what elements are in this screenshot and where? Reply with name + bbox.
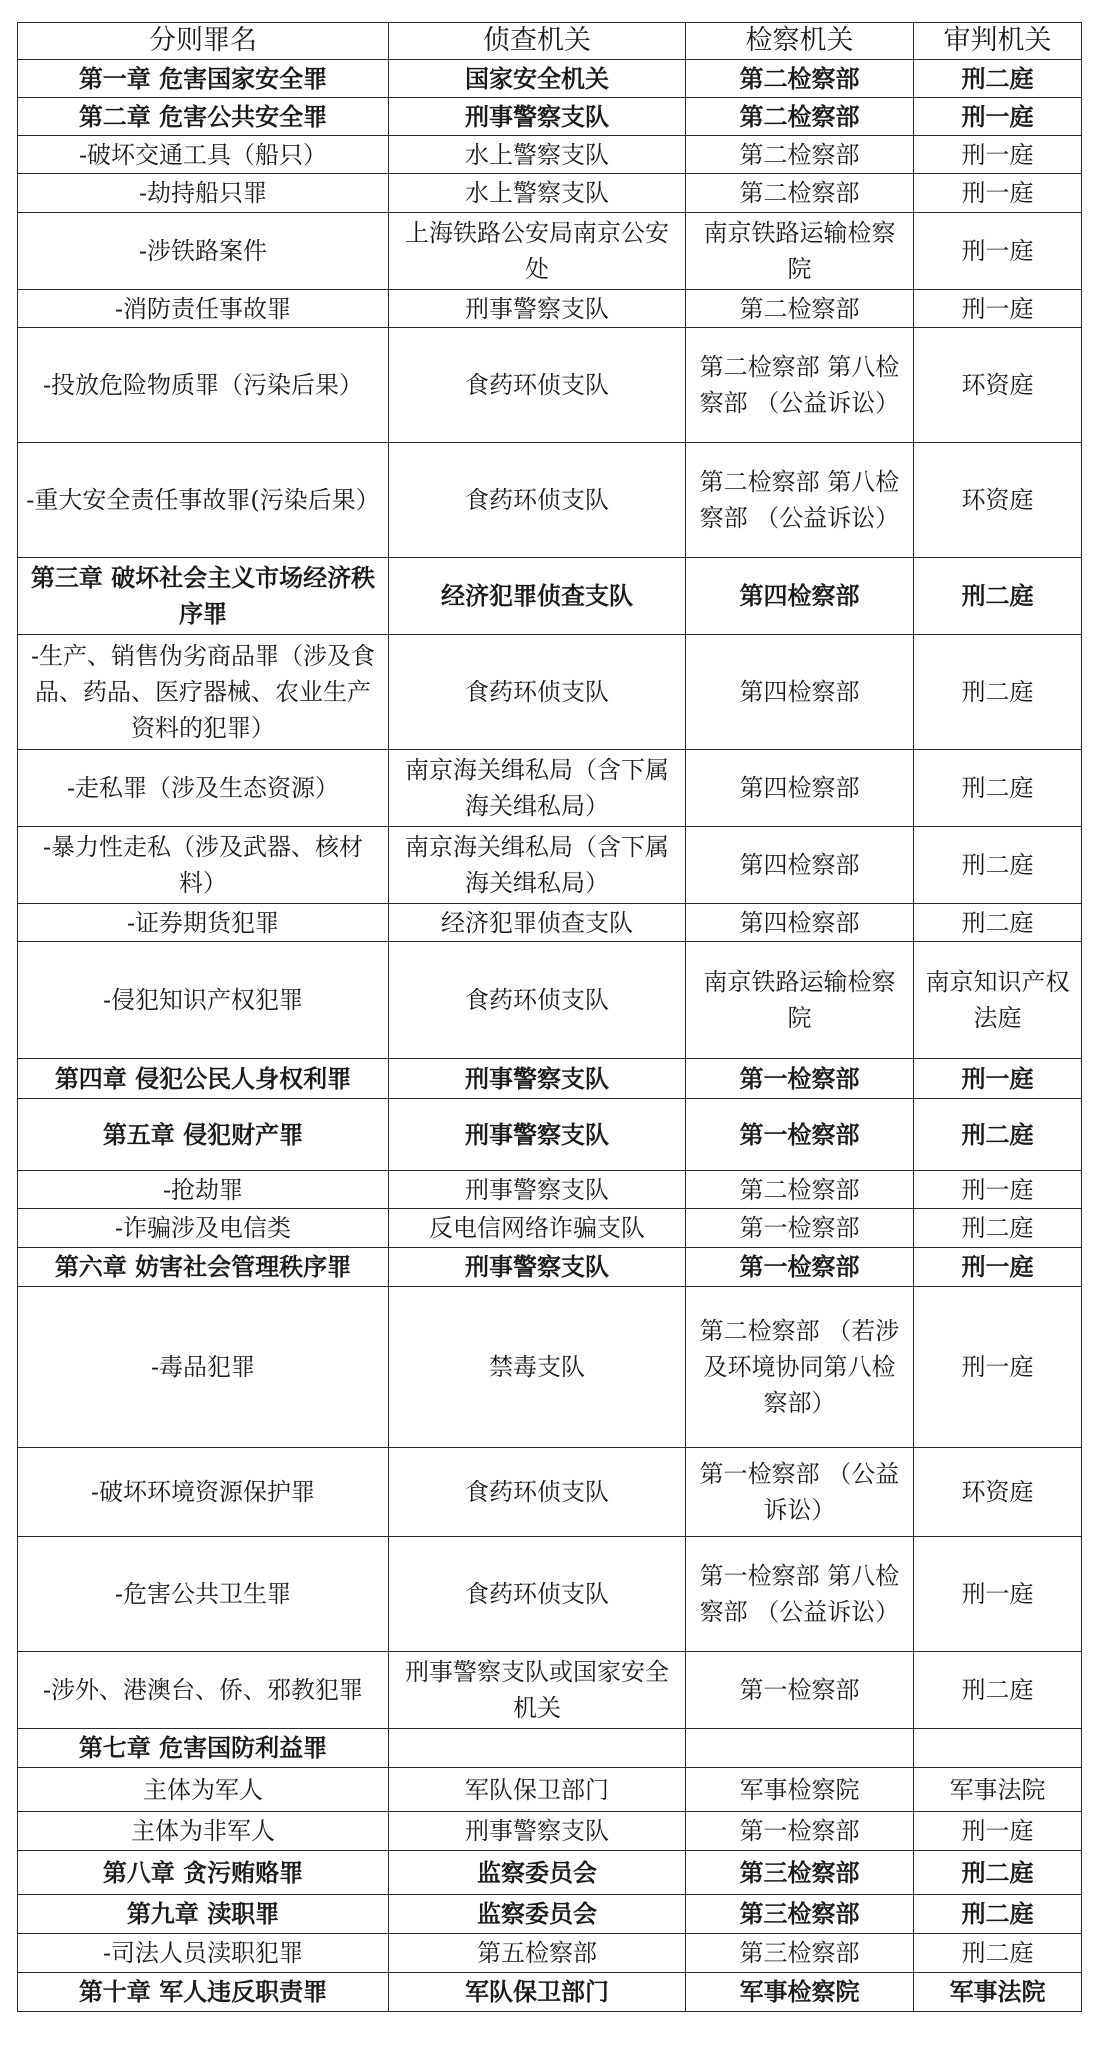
table-row <box>18 1287 1082 1448</box>
cell-court: 刑二庭 <box>914 904 1082 942</box>
cell-crime-name: -投放危险物质罪（污染后果） <box>18 328 389 443</box>
table-row <box>18 1209 1082 1248</box>
header-procuratorate: 检察机关 <box>686 23 914 60</box>
cell-crime-name: -侵犯知识产权犯罪 <box>18 942 389 1059</box>
table-row <box>18 1171 1082 1209</box>
table-row <box>18 136 1082 174</box>
cell-procuratorate: 第三检察部 <box>686 1851 914 1895</box>
cell-court: 刑二庭 <box>914 1895 1082 1934</box>
cell-procuratorate: 第二检察部 第八检察部 （公益诉讼） <box>686 328 914 443</box>
cell-court: 刑二庭 <box>914 558 1082 635</box>
cell-procuratorate: 军事检察院 <box>686 1973 914 2012</box>
cell-investigation: 刑事警察支队 <box>389 1099 686 1171</box>
table-row <box>18 942 1082 1059</box>
cell-court: 刑一庭 <box>914 174 1082 213</box>
cell-crime-name: -司法人员渎职犯罪 <box>18 1934 389 1973</box>
cell-court: 刑二庭 <box>914 1209 1082 1248</box>
cell-court: 环资庭 <box>914 443 1082 558</box>
cell-crime-name: 第八章 贪污贿赂罪 <box>18 1851 389 1895</box>
cell-crime-name: -涉外、港澳台、侨、邪教犯罪 <box>18 1652 389 1729</box>
cell-investigation: 刑事警察支队 <box>389 1812 686 1851</box>
cell-procuratorate: 第四检察部 <box>686 750 914 827</box>
cell-investigation: 刑事警察支队或国家安全机关 <box>389 1652 686 1729</box>
cell-procuratorate <box>686 1729 914 1768</box>
table-row-chapter <box>18 1729 1082 1768</box>
cell-procuratorate: 第二检察部 <box>686 290 914 328</box>
cell-investigation: 食药环侦支队 <box>389 942 686 1059</box>
cell-procuratorate: 第一检察部 <box>686 1248 914 1287</box>
table-row <box>18 328 1082 443</box>
table-row <box>18 750 1082 827</box>
cell-investigation: 南京海关缉私局（含下属海关缉私局） <box>389 750 686 827</box>
table-row-chapter <box>18 1973 1082 2012</box>
cell-court: 刑一庭 <box>914 1537 1082 1652</box>
cell-procuratorate: 军事检察院 <box>686 1768 914 1812</box>
cell-crime-name: 第七章 危害国防利益罪 <box>18 1729 389 1768</box>
header-investigation: 侦查机关 <box>389 23 686 60</box>
cell-court: 刑一庭 <box>914 98 1082 136</box>
cell-court: 刑一庭 <box>914 1059 1082 1099</box>
cell-crime-name: -诈骗涉及电信类 <box>18 1209 389 1248</box>
cell-investigation: 食药环侦支队 <box>389 328 686 443</box>
table-row <box>18 827 1082 904</box>
cell-procuratorate: 南京铁路运输检察院 <box>686 942 914 1059</box>
cell-investigation: 军队保卫部门 <box>389 1768 686 1812</box>
cell-procuratorate: 第四检察部 <box>686 635 914 750</box>
table-row <box>18 443 1082 558</box>
cell-investigation: 南京海关缉私局（含下属海关缉私局） <box>389 827 686 904</box>
header-court: 审判机关 <box>914 23 1082 60</box>
cell-crime-name: 第三章 破坏社会主义市场经济秩序罪 <box>18 558 389 635</box>
table-row <box>18 904 1082 942</box>
cell-crime-name: -消防责任事故罪 <box>18 290 389 328</box>
cell-crime-name: -涉铁路案件 <box>18 213 389 290</box>
table-row <box>18 1448 1082 1537</box>
cell-crime-name: -破坏交通工具（船只） <box>18 136 389 174</box>
cell-court: 刑一庭 <box>914 1171 1082 1209</box>
cell-investigation: 食药环侦支队 <box>389 1537 686 1652</box>
cell-investigation: 第五检察部 <box>389 1934 686 1973</box>
cell-crime-name: 第十章 军人违反职责罪 <box>18 1973 389 2012</box>
cell-investigation: 禁毒支队 <box>389 1287 686 1448</box>
cell-procuratorate: 第一检察部 第八检察部 （公益诉讼） <box>686 1537 914 1652</box>
table-row-chapter <box>18 1059 1082 1099</box>
cell-procuratorate: 第四检察部 <box>686 904 914 942</box>
table-row <box>18 1934 1082 1973</box>
jurisdiction-table <box>17 22 1082 2012</box>
cell-crime-name: 主体为非军人 <box>18 1812 389 1851</box>
cell-investigation: 刑事警察支队 <box>389 1059 686 1099</box>
table-row-chapter <box>18 98 1082 136</box>
cell-court: 刑二庭 <box>914 1934 1082 1973</box>
cell-investigation: 监察委员会 <box>389 1895 686 1934</box>
cell-court: 环资庭 <box>914 1448 1082 1537</box>
cell-crime-name: -抢劫罪 <box>18 1171 389 1209</box>
cell-crime-name: 第一章 危害国家安全罪 <box>18 60 389 98</box>
cell-crime-name: 第九章 渎职罪 <box>18 1895 389 1934</box>
table-row-chapter <box>18 1851 1082 1895</box>
cell-investigation: 军队保卫部门 <box>389 1973 686 2012</box>
cell-investigation: 水上警察支队 <box>389 136 686 174</box>
cell-investigation: 经济犯罪侦查支队 <box>389 558 686 635</box>
cell-procuratorate: 第二检察部 第八检察部 （公益诉讼） <box>686 443 914 558</box>
cell-investigation: 食药环侦支队 <box>389 1448 686 1537</box>
cell-investigation: 水上警察支队 <box>389 174 686 213</box>
cell-investigation: 刑事警察支队 <box>389 98 686 136</box>
cell-court: 环资庭 <box>914 328 1082 443</box>
cell-court: 南京知识产权法庭 <box>914 942 1082 1059</box>
cell-crime-name: 主体为军人 <box>18 1768 389 1812</box>
cell-court: 刑二庭 <box>914 1099 1082 1171</box>
cell-crime-name: 第四章 侵犯公民人身权利罪 <box>18 1059 389 1099</box>
cell-crime-name: -破坏环境资源保护罪 <box>18 1448 389 1537</box>
header-row <box>18 23 1082 60</box>
cell-court: 军事法院 <box>914 1973 1082 2012</box>
cell-procuratorate: 第一检察部 （公益诉讼） <box>686 1448 914 1537</box>
cell-investigation <box>389 1729 686 1768</box>
table-row <box>18 213 1082 290</box>
cell-investigation: 刑事警察支队 <box>389 1248 686 1287</box>
cell-investigation: 食药环侦支队 <box>389 443 686 558</box>
table-row <box>18 1768 1082 1812</box>
cell-court: 刑二庭 <box>914 1652 1082 1729</box>
cell-procuratorate: 第一检察部 <box>686 1059 914 1099</box>
cell-procuratorate: 第四检察部 <box>686 827 914 904</box>
cell-court: 刑一庭 <box>914 1248 1082 1287</box>
cell-crime-name: 第二章 危害公共安全罪 <box>18 98 389 136</box>
cell-procuratorate: 第二检察部 <box>686 174 914 213</box>
table-row <box>18 1537 1082 1652</box>
cell-court: 刑二庭 <box>914 750 1082 827</box>
cell-procuratorate: 第四检察部 <box>686 558 914 635</box>
cell-procuratorate: 第一检察部 <box>686 1209 914 1248</box>
cell-investigation: 监察委员会 <box>389 1851 686 1895</box>
cell-investigation: 国家安全机关 <box>389 60 686 98</box>
cell-procuratorate: 第二检察部 （若涉及环境协同第八检察部） <box>686 1287 914 1448</box>
cell-crime-name: -毒品犯罪 <box>18 1287 389 1448</box>
cell-court: 刑一庭 <box>914 1287 1082 1448</box>
cell-crime-name: 第五章 侵犯财产罪 <box>18 1099 389 1171</box>
table-row-chapter <box>18 60 1082 98</box>
cell-investigation: 刑事警察支队 <box>389 1171 686 1209</box>
cell-court: 刑二庭 <box>914 635 1082 750</box>
table-row <box>18 290 1082 328</box>
cell-court: 刑二庭 <box>914 1851 1082 1895</box>
cell-court: 刑一庭 <box>914 136 1082 174</box>
cell-procuratorate: 第一检察部 <box>686 1812 914 1851</box>
cell-court: 刑一庭 <box>914 213 1082 290</box>
table-row <box>18 635 1082 750</box>
cell-procuratorate: 南京铁路运输检察院 <box>686 213 914 290</box>
cell-procuratorate: 第三检察部 <box>686 1895 914 1934</box>
cell-procuratorate: 第一检察部 <box>686 1652 914 1729</box>
cell-procuratorate: 第三检察部 <box>686 1934 914 1973</box>
table-row-chapter <box>18 1248 1082 1287</box>
cell-procuratorate: 第二检察部 <box>686 1171 914 1209</box>
cell-court: 刑一庭 <box>914 290 1082 328</box>
cell-crime-name: -危害公共卫生罪 <box>18 1537 389 1652</box>
table-row-chapter <box>18 1895 1082 1934</box>
cell-investigation: 反电信网络诈骗支队 <box>389 1209 686 1248</box>
cell-crime-name: 第六章 妨害社会管理秩序罪 <box>18 1248 389 1287</box>
cell-court: 刑二庭 <box>914 827 1082 904</box>
cell-procuratorate: 第二检察部 <box>686 98 914 136</box>
cell-court: 刑一庭 <box>914 1812 1082 1851</box>
table-row <box>18 1652 1082 1729</box>
header-crime-name: 分则罪名 <box>18 23 389 60</box>
table-row-chapter <box>18 1099 1082 1171</box>
cell-investigation: 经济犯罪侦查支队 <box>389 904 686 942</box>
cell-investigation: 上海铁路公安局南京公安处 <box>389 213 686 290</box>
cell-crime-name: -暴力性走私（涉及武器、核材料） <box>18 827 389 904</box>
table-row <box>18 1812 1082 1851</box>
cell-crime-name: -重大安全责任事故罪(污染后果） <box>18 443 389 558</box>
cell-procuratorate: 第二检察部 <box>686 60 914 98</box>
cell-crime-name: -劫持船只罪 <box>18 174 389 213</box>
cell-court: 军事法院 <box>914 1768 1082 1812</box>
cell-investigation: 食药环侦支队 <box>389 635 686 750</box>
cell-crime-name: -生产、销售伪劣商品罪（涉及食品、药品、医疗器械、农业生产资料的犯罪） <box>18 635 389 750</box>
cell-court <box>914 1729 1082 1768</box>
cell-procuratorate: 第二检察部 <box>686 136 914 174</box>
cell-court: 刑二庭 <box>914 60 1082 98</box>
table-row-chapter <box>18 558 1082 635</box>
cell-crime-name: -走私罪（涉及生态资源） <box>18 750 389 827</box>
cell-investigation: 刑事警察支队 <box>389 290 686 328</box>
table-row <box>18 174 1082 213</box>
cell-crime-name: -证券期货犯罪 <box>18 904 389 942</box>
cell-procuratorate: 第一检察部 <box>686 1099 914 1171</box>
